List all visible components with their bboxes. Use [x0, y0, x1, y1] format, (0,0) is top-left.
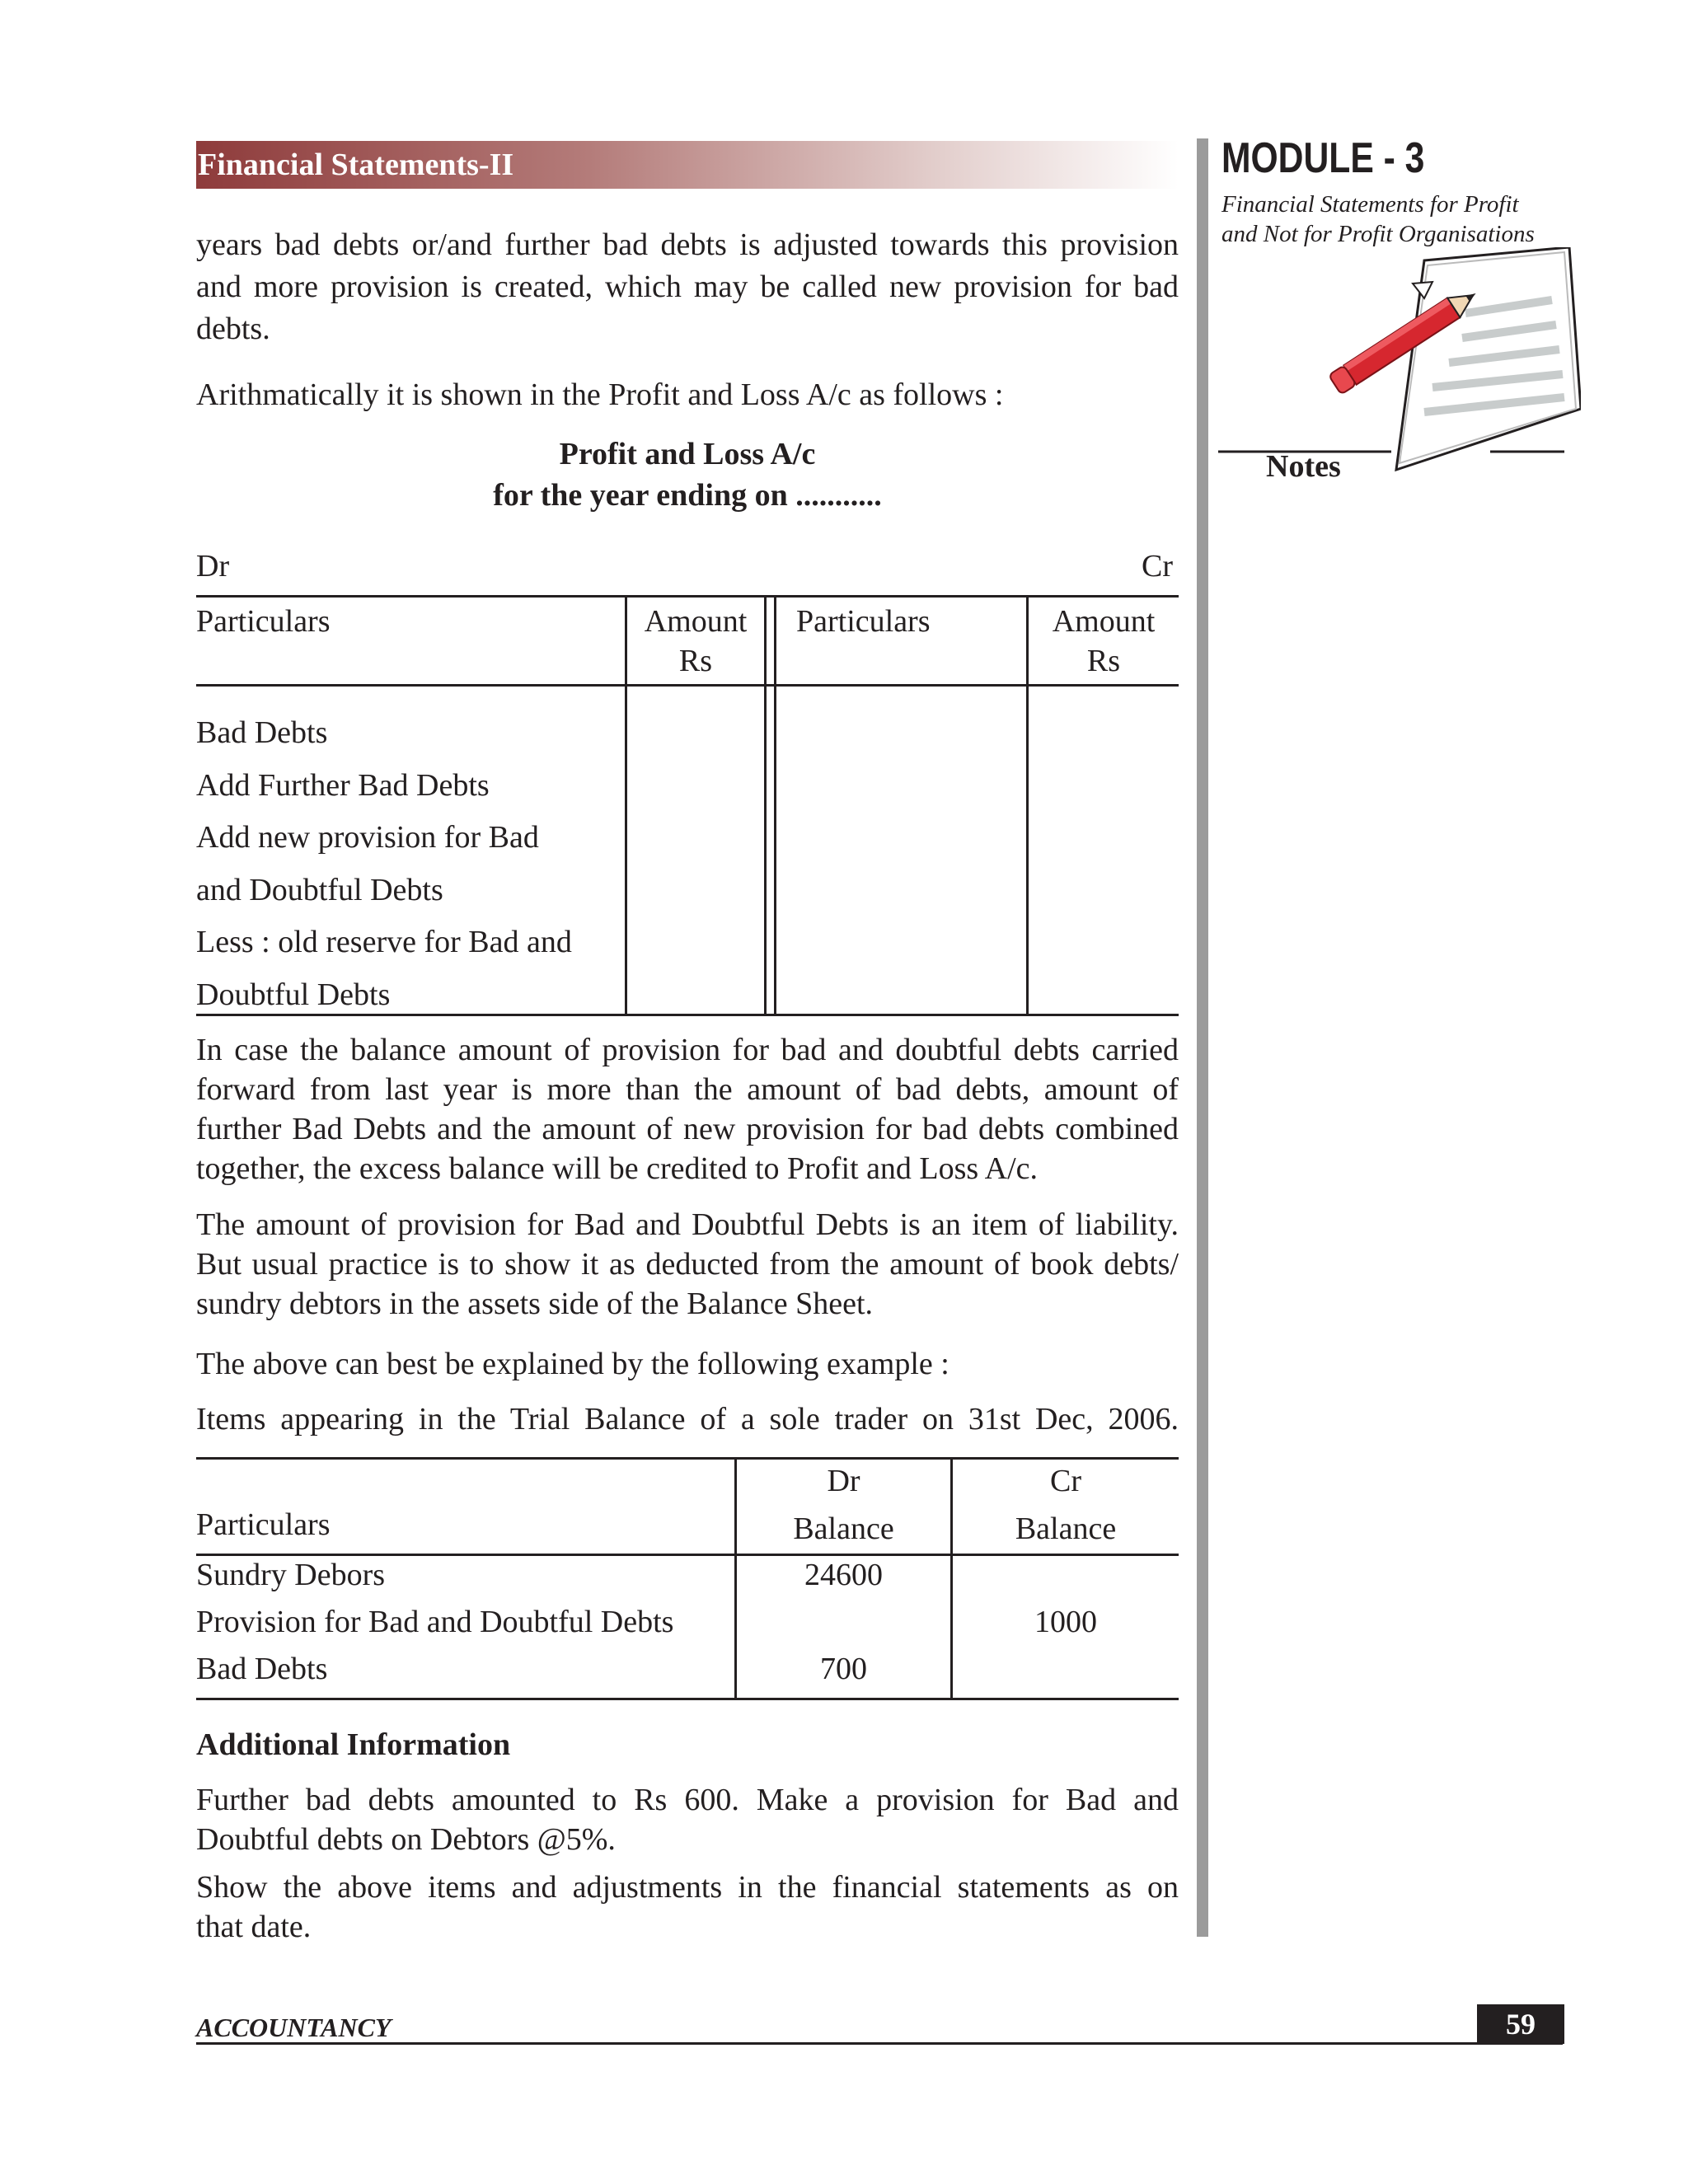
body-p4-line3: sundry debtors in the assets side of the Balance Sheet.	[196, 1286, 874, 1321]
additional-heading: Additional Information	[196, 1727, 511, 1762]
tb-header-dr	[737, 1457, 950, 1553]
pl-header-amount-right-label: Amount	[1052, 604, 1156, 639]
intro-paragraph	[196, 224, 1179, 350]
tb-header-cr-top: Cr	[1050, 1464, 1081, 1498]
body-paragraph-3	[196, 1030, 1179, 1188]
pl-row: Bad Debts	[196, 715, 328, 750]
footer-rule	[196, 2042, 1563, 2045]
tb-row-particulars: Sundry Debors	[196, 1558, 386, 1592]
additional-paragraph-2	[196, 1868, 1179, 1947]
pl-table-header-rule	[196, 684, 1179, 687]
intro-p1-line3: debts.	[196, 312, 270, 346]
tb-row-cr: 1000	[1034, 1605, 1097, 1639]
footer-subject: ACCOUNTANCY	[196, 2013, 392, 2042]
pl-table-vline-3	[774, 595, 776, 1015]
body-p3-line1: In case the balance amount of provision for bad and doubtful debts carried	[196, 1033, 1179, 1067]
additional-p1-line1: Further bad debts amounted to Rs 600. Make a provision for Bad and	[196, 1783, 1179, 1817]
module-subtitle-line1: Financial Statements for Profit	[1221, 191, 1519, 218]
pl-header-amount-left-label: Amount	[644, 604, 748, 639]
pl-table-vline-2	[764, 595, 767, 1015]
pl-account-subtitle: for the year ending on ...........	[493, 478, 882, 513]
pl-row: Doubtful Debts	[196, 977, 391, 1012]
pl-header-particulars-left: Particulars	[196, 604, 331, 639]
pl-header-rs-left: Rs	[678, 644, 713, 678]
intro-p1-line1: years bad debts or/and further bad debts is adjusted towards this provision	[196, 227, 1179, 262]
pl-header-amount-left	[627, 602, 764, 681]
pl-row: Add Further Bad Debts	[196, 767, 490, 803]
module-subtitle-line2: and Not for Profit Organisations	[1221, 221, 1535, 247]
body-p3-line3: further Bad Debts and the amount of new provision for bad debts combined	[196, 1112, 1179, 1146]
body-p6: Items appearing in the Trial Balance of a sole trader on 31st Dec, 2006.	[196, 1402, 1179, 1436]
tb-header-dr-bottom: Balance	[793, 1511, 894, 1546]
pl-header-particulars-right: Particulars	[796, 604, 931, 639]
notes-label: Notes	[1266, 449, 1341, 484]
additional-paragraph-1	[196, 1780, 1179, 1859]
pl-row: and Doubtful Debts	[196, 872, 443, 907]
additional-p1-line2: Doubtful debts on Debtors @5%.	[196, 1822, 616, 1857]
additional-p2-line2: that date.	[196, 1910, 312, 1944]
body-p4-line1: The amount of provision for Bad and Doubtful Debts is an item of liability.	[196, 1207, 1179, 1242]
pl-header-amount-right	[1029, 602, 1179, 681]
pl-row: Add new provision for Bad	[196, 820, 539, 855]
tb-bottom-rule	[196, 1698, 1179, 1700]
tb-row-particulars: Provision for Bad and Doubtful Debts	[196, 1605, 674, 1639]
pl-dr-label: Dr	[196, 549, 230, 583]
module-title: MODULE - 3	[1221, 134, 1425, 182]
tb-header-particulars: Particulars	[196, 1507, 331, 1542]
intro-p2: Arithmatically it is shown in the Profit and Loss A/c as follows :	[196, 377, 1004, 412]
additional-p2-line1: Show the above items and adjustments in the financial statements as on	[196, 1870, 1179, 1905]
header-title: Financial Statements-II	[198, 148, 514, 182]
module-subtitle	[1221, 190, 1535, 249]
body-p5: The above can best be explained by the following example :	[196, 1347, 950, 1381]
body-p3-line2: forward from last year is more than the amount of bad debts, amount of	[196, 1072, 1179, 1107]
tb-header-cr-bottom: Balance	[1015, 1511, 1117, 1546]
page-number: 59	[1477, 2004, 1564, 2044]
pl-account-title: Profit and Loss A/c	[559, 437, 816, 471]
pl-table-top-rule	[196, 595, 1179, 598]
tb-row-particulars: Bad Debts	[196, 1652, 328, 1686]
pl-debit-rows	[196, 707, 572, 1021]
pl-row: Less : old reserve for Bad and	[196, 925, 572, 959]
body-p4-line2: But usual practice is to show it as deducted from the amount of book debts/	[196, 1247, 1179, 1282]
tb-header-dr-top: Dr	[827, 1464, 860, 1498]
tb-row-dr: 24600	[804, 1558, 883, 1592]
body-paragraph-4	[196, 1205, 1179, 1324]
pl-header-rs-right: Rs	[1086, 644, 1121, 678]
tb-row-dr: 700	[820, 1652, 867, 1686]
body-p3-line4: together, the excess balance will be credited to Profit and Loss A/c.	[196, 1151, 1038, 1186]
pl-cr-label: Cr	[1142, 549, 1173, 583]
intro-p1-line2: and more provision is created, which may be called new provision for bad	[196, 269, 1179, 304]
pl-account-title-block	[196, 434, 1179, 516]
tb-header-cr	[953, 1457, 1179, 1553]
sidebar-divider	[1197, 138, 1208, 1937]
